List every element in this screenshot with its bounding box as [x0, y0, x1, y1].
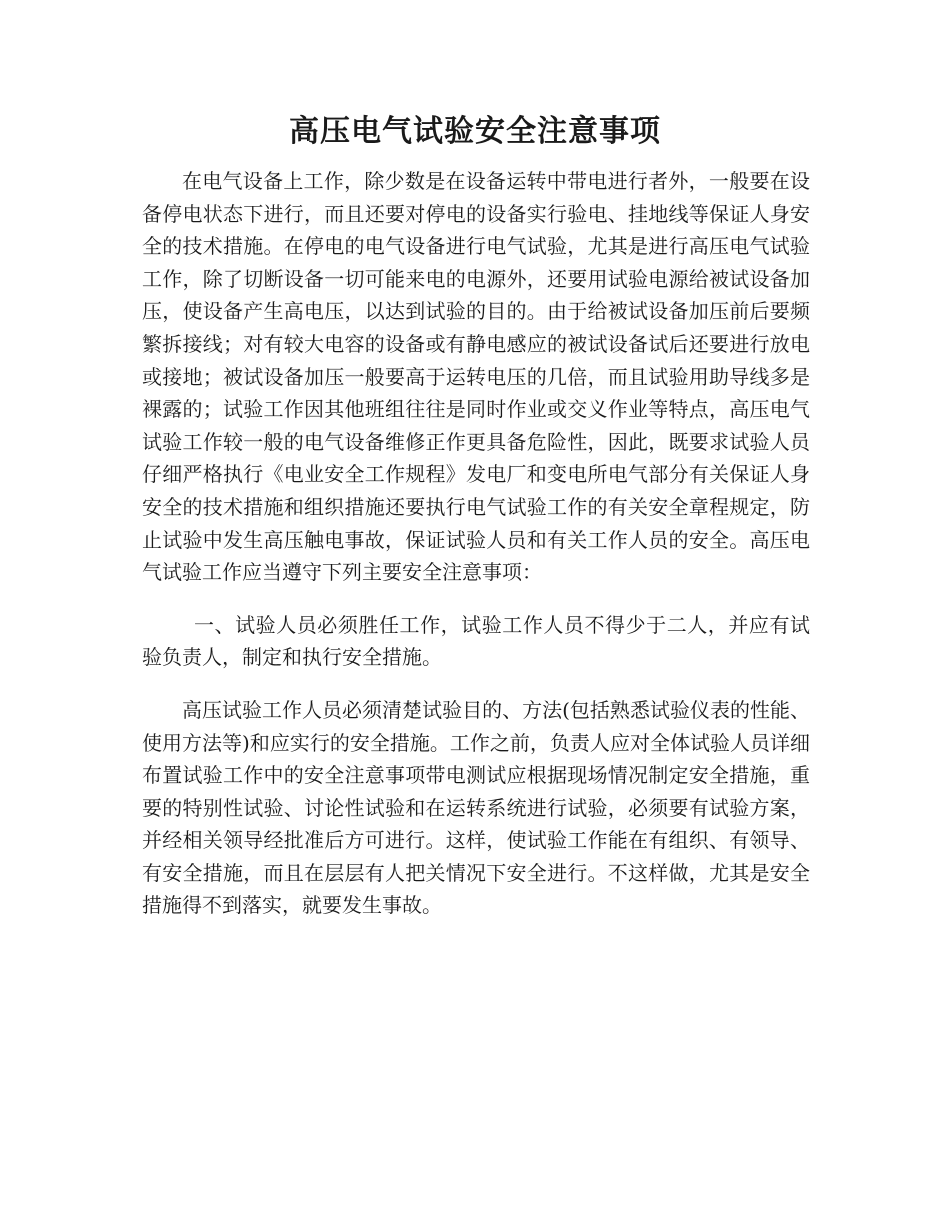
paragraph-item-one: 一、试验人员必须胜任工作，试验工作人员不得少于二人，并应有试验负责人，制定和执行安全措施。: [142, 612, 810, 670]
document-title: 高压电气试验安全注意事项: [289, 114, 661, 149]
paragraph-item-one-detail: 高压试验工作人员必须清楚试验目的、方法(包括熟悉试验仪表的性能、使用方法等)和应实行的安全措施。工作之前，负责人应对全体试验人员详细布置试验工作中的安全注意事项带电测试应根据现场情况制定安全措施，重要的特别性试验、讨论性试验和在运转系统进行试验，必须要有试验方案，并经相关领导经批准后方可进行。这样，使试验工作能在有组织、有领导、有安全措施，而且在层层有人把关情况下安全进行。不这样做，尤其是安全措施得不到落实，就要发生事故。: [142, 697, 810, 918]
document-body: [142, 165, 810, 922]
paragraph-intro: 在电气设备上工作，除少数是在设备运转中带电进行者外，一般要在设备停电状态下进行，而且还要对停电的设备实行验电、挂地线等保证人身安全的技术措施。在停电的电气设备进行电气试验，尤其是进行高压电气试验工作，除了切断设备一切可能来电的电源外，还要用试验电源给被试设备加压，使设备产生高电压，以达到试验的目的。由于给被试设备加压前后要频繁拆接线；对有较大电容的设备或有静电感应的被试设备试后还要进行放电或接地；被试设备加压一般要高于运转电压的几倍，而且试验用助导线多是裸露的；试验工作因其他班组往往是同时作业或交义作业等特点，高压电气试验工作较一般的电气设备维修正作更具备危险性，因此，既要求试验人员仔细严格执行《电业安全工作规程》发电厂和变电所电气部分有关保证人身安全的技术措施和组织措施还要执行电气试验工作的有关安全章程规定，防止试验中发生高压触电事故，保证试验人员和有关工作人员的安全。高压电气试验工作应当遵守下列主要安全注意事项：: [142, 169, 810, 585]
